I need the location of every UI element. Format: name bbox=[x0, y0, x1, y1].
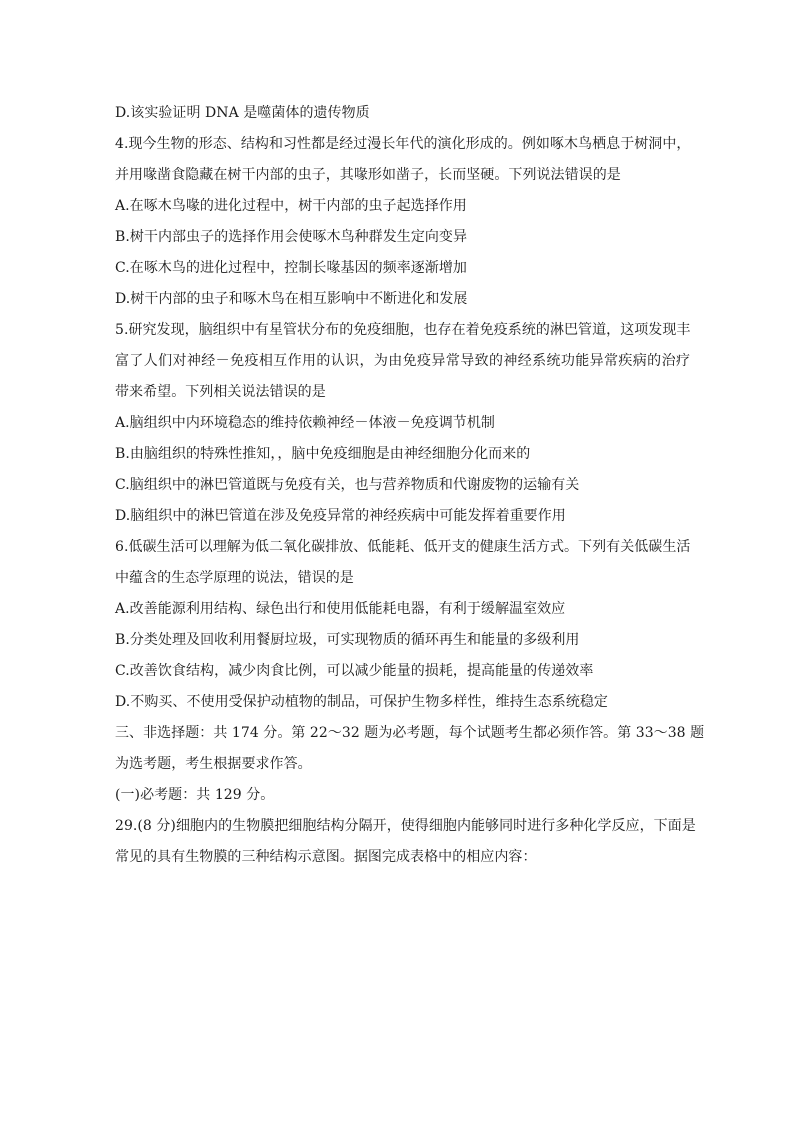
question-4-option-d: D.树干内部的虫子和啄木鸟在相互影响中不断进化和发展 bbox=[115, 291, 468, 307]
question-4-option-c: C.在啄木鸟的进化过程中，控制长喙基因的频率逐渐增加 bbox=[115, 260, 467, 276]
question-6-stem-line-1: 6.低碳生活可以理解为低二氧化碳排放、低能耗、低开支的健康生活方式。下列有关低碳生活 bbox=[115, 539, 691, 555]
required-questions-heading: (一)必考题：共 129 分。 bbox=[115, 787, 275, 803]
question-5-option-a: A.脑组织中内环境稳态的维持依赖神经－体液－免疫调节机制 bbox=[115, 415, 495, 431]
question-5-stem-line-3: 带来希望。下列相关说法错误的是 bbox=[115, 384, 326, 400]
question-4-option-a: A.在啄木鸟喙的进化过程中，树干内部的虫子起选择作用 bbox=[115, 198, 467, 214]
question-4-stem-line-1: 4.现今生物的形态、结构和习性都是经过漫长年代的演化形成的。例如啄木鸟栖息于树洞中， bbox=[115, 136, 691, 152]
question-5-stem-line-2: 富了人们对神经－免疫相互作用的认识，为由免疫异常导致的神经系统功能异常疾病的治疗 bbox=[115, 353, 690, 369]
question-29-stem-line-2: 常见的具有生物膜的三种结构示意图。据图完成表格中的相应内容： bbox=[115, 849, 537, 865]
section-3-heading-line-1: 三、非选择题：共 174 分。第 22～32 题为必考题，每个试题考生都必须作答。第 33～38 题 bbox=[115, 725, 705, 741]
question-5-option-c: C.脑组织中的淋巴管道既与免疫有关，也与营养物质和代谢废物的运输有关 bbox=[115, 477, 580, 493]
option-d-q3: D.该实验证明 DNA 是噬菌体的遗传物质 bbox=[115, 105, 370, 121]
question-6-stem-line-2: 中蕴含的生态学原理的说法，错误的是 bbox=[115, 570, 354, 586]
question-6-option-b: B.分类处理及回收利用餐厨垃圾，可实现物质的循环再生和能量的多级利用 bbox=[115, 632, 580, 648]
question-4-option-b: B.树干内部虫子的选择作用会使啄木鸟种群发生定向变异 bbox=[115, 229, 468, 245]
question-4-stem-line-2: 并用喙凿食隐藏在树干内部的虫子，其喙形如凿子，长而坚硬。下列说法错误的是 bbox=[115, 167, 621, 183]
section-3-heading-line-2: 为选考题，考生根据要求作答。 bbox=[115, 756, 312, 772]
question-5-option-b: B.由脑组织的特殊性推知，，脑中免疫细胞是由神经细胞分化而来的 bbox=[115, 446, 531, 462]
question-5-stem-line-1: 5.研究发现，脑组织中有星管状分布的免疫细胞，也存在着免疫系统的淋巴管道，这项发现丰 bbox=[115, 322, 691, 338]
question-6-option-c: C.改善饮食结构，减少肉食比例，可以减少能量的损耗，提高能量的传递效率 bbox=[115, 663, 594, 679]
question-6-option-a: A.改善能源利用结构、绿色出行和使用低能耗电器，有利于缓解温室效应 bbox=[115, 601, 566, 617]
question-29-stem-line-1: 29.(8 分)细胞内的生物膜把细胞结构分隔开，使得细胞内能够同时进行多种化学反应，下面是 bbox=[115, 818, 696, 834]
question-5-option-d: D.脑组织中的淋巴管道在涉及免疫异常的神经疾病中可能发挥着重要作用 bbox=[115, 508, 566, 524]
question-6-option-d: D.不购买、不使用受保护动植物的制品，可保护生物多样性，维持生态系统稳定 bbox=[115, 694, 608, 710]
exam-page bbox=[115, 98, 705, 873]
